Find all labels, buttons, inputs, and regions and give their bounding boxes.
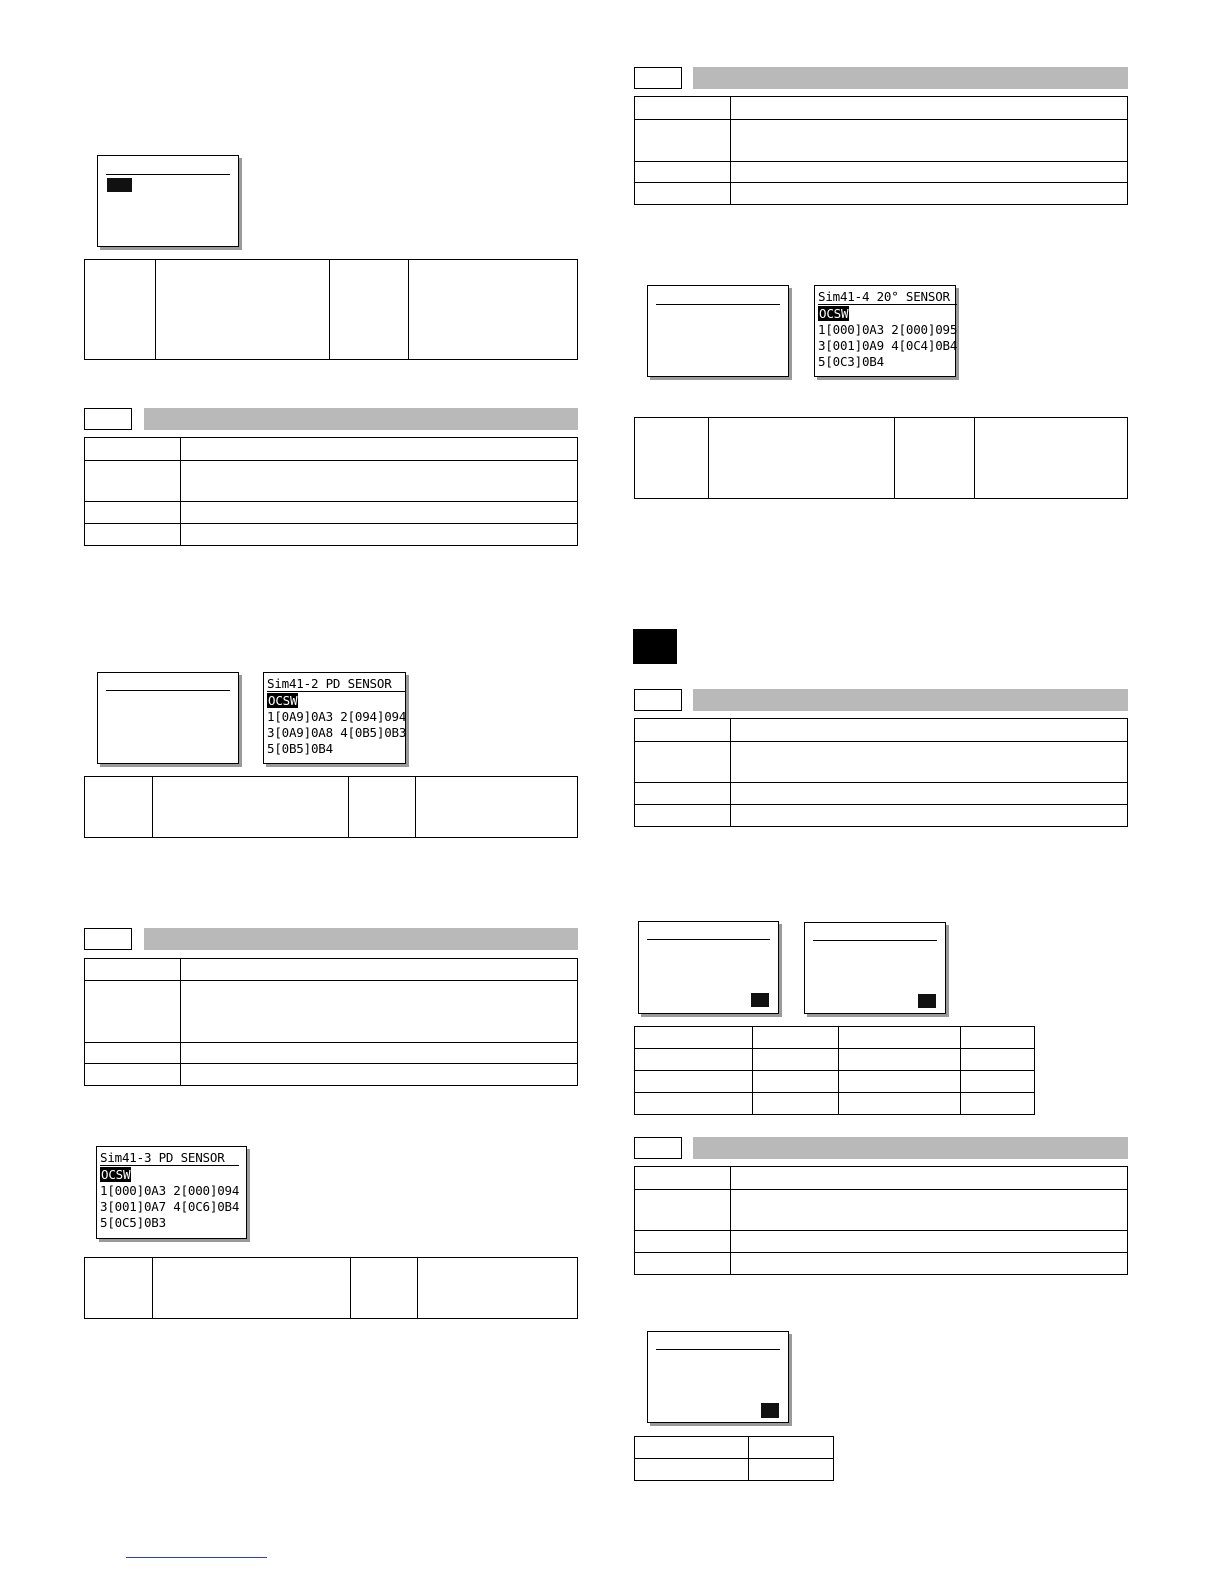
lcd-mode-label: OCSW xyxy=(268,693,298,708)
value-table-1 xyxy=(634,1026,1035,1115)
lcd-mode-label: OCSW xyxy=(101,1167,131,1182)
lcd-panel-sim41-4 xyxy=(814,285,956,377)
section-header-box xyxy=(634,1137,682,1159)
lcd-panel-blank-2 xyxy=(97,672,239,764)
lcd-text xyxy=(818,289,957,370)
lcd-mode-label: OCSW xyxy=(819,306,849,321)
lcd-line: 5[0C5]0B3 xyxy=(100,1215,166,1230)
section-header-bar xyxy=(693,1137,1128,1159)
lcd-text xyxy=(267,676,406,757)
lcd-title-rule xyxy=(106,690,230,691)
settings-table-4 xyxy=(634,417,1128,499)
section-header-bar xyxy=(693,67,1128,89)
lcd-title-rule xyxy=(656,304,780,305)
section-header-box xyxy=(634,67,682,89)
lcd-title-rule xyxy=(656,1349,780,1350)
lcd-title: Sim41-3 PD SENSOR xyxy=(100,1150,239,1166)
settings-table-2 xyxy=(84,776,578,838)
footer-link-underline[interactable] xyxy=(126,1557,267,1558)
lcd-title-rule xyxy=(647,939,770,940)
info-table-4 xyxy=(634,718,1128,827)
lcd-title-rule xyxy=(106,174,230,175)
lcd-panel-corner-a xyxy=(638,921,779,1014)
info-table-2 xyxy=(84,958,578,1086)
lcd-corner-block xyxy=(918,994,936,1008)
lcd-panel-corner-c xyxy=(647,1331,789,1423)
lcd-title: Sim41-4 20° SENSOR xyxy=(818,289,957,305)
settings-table-1 xyxy=(84,259,578,360)
info-table-3 xyxy=(634,96,1128,205)
value-table-2 xyxy=(634,1436,834,1481)
lcd-panel-top-left xyxy=(97,155,239,247)
lcd-line: 3[001]0A7 4[0C6]0B4 xyxy=(100,1199,240,1214)
lcd-title: Sim41-2 PD SENSOR xyxy=(267,676,406,692)
lcd-panel-sim41-2 xyxy=(263,672,406,764)
section-header-box xyxy=(84,408,132,430)
lcd-line: 5[0B5]0B4 xyxy=(267,741,333,756)
lcd-line: 1[000]0A3 2[000]094 xyxy=(100,1183,240,1198)
lcd-highlight-block xyxy=(107,178,132,192)
section-header-bar xyxy=(144,928,578,950)
lcd-panel-corner-b xyxy=(804,922,946,1014)
settings-table-3 xyxy=(84,1257,578,1319)
info-table-1 xyxy=(84,437,578,546)
section-header-bar xyxy=(144,408,578,430)
lcd-panel-sim41-3 xyxy=(96,1146,247,1239)
lcd-text xyxy=(100,1150,239,1231)
lcd-line: 1[000]0A3 2[000]095 xyxy=(818,322,958,337)
lcd-line: 5[0C3]0B4 xyxy=(818,354,884,369)
section-header-box xyxy=(84,928,132,950)
chapter-marker xyxy=(633,629,677,664)
lcd-title-rule xyxy=(813,940,937,941)
lcd-corner-block xyxy=(761,1403,779,1418)
lcd-panel-blank-4 xyxy=(647,285,789,377)
section-header-bar xyxy=(693,689,1128,711)
lcd-line: 3[001]0A9 4[0C4]0B4 xyxy=(818,338,958,353)
lcd-line: 1[0A9]0A3 2[094]094 xyxy=(267,709,407,724)
lcd-corner-block xyxy=(751,993,769,1007)
info-table-5 xyxy=(634,1166,1128,1275)
lcd-line: 3[0A9]0A8 4[0B5]0B3 xyxy=(267,725,407,740)
section-header-box xyxy=(634,689,682,711)
